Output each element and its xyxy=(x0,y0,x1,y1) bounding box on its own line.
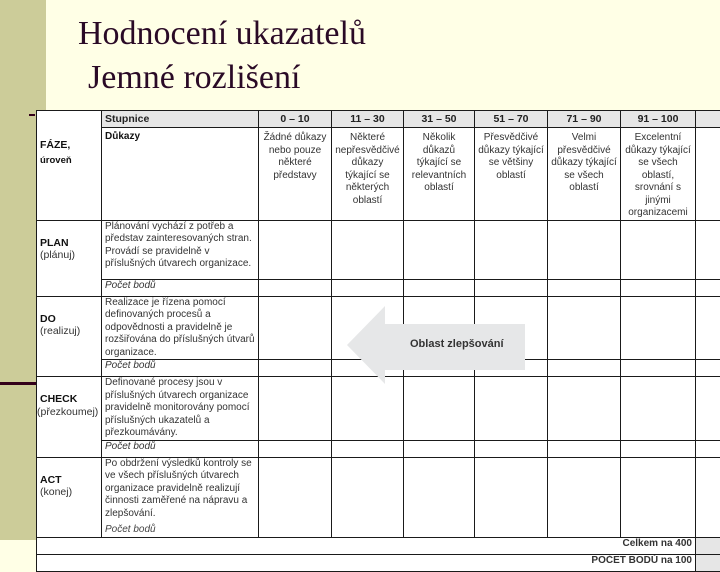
score-extra xyxy=(696,296,720,360)
count-cell[interactable] xyxy=(404,279,475,296)
score-cell[interactable] xyxy=(259,220,332,279)
score-extra xyxy=(696,220,720,279)
range-4: 71 – 90 xyxy=(548,111,621,128)
phase-row-plan xyxy=(37,220,720,279)
count-cell[interactable] xyxy=(548,360,621,377)
evidence-desc-3: Přesvědčivé důkazy týkající se většiny oblastí xyxy=(475,128,548,221)
range-2: 31 – 50 xyxy=(404,111,475,128)
phase-name: PLAN xyxy=(40,237,98,250)
evidence-label: Důkazy xyxy=(102,128,259,221)
phase-row-check xyxy=(37,377,720,441)
evidence-extra xyxy=(696,128,720,221)
score-cell[interactable] xyxy=(259,457,332,537)
count-cell[interactable] xyxy=(332,279,404,296)
phase-cell-do xyxy=(37,296,102,377)
score-cell[interactable] xyxy=(548,296,621,360)
score-cell[interactable] xyxy=(404,457,475,537)
slide-subtitle: Jemné rozlišení xyxy=(88,60,300,96)
count-cell[interactable] xyxy=(475,440,548,457)
phase-name: CHECK xyxy=(40,393,98,406)
phase-row-act xyxy=(37,457,720,537)
count-cell[interactable] xyxy=(404,440,475,457)
phase-sub: (plánuj) xyxy=(40,249,98,262)
improvement-area-label: Oblast zlepšování xyxy=(410,338,504,350)
count-row-plan xyxy=(37,279,720,296)
score-cell[interactable] xyxy=(548,457,621,537)
score-cell[interactable] xyxy=(621,220,696,279)
phase-cell-check xyxy=(37,377,102,458)
count-cell[interactable] xyxy=(621,440,696,457)
score-cell[interactable] xyxy=(548,377,621,441)
score-cell[interactable] xyxy=(404,377,475,441)
evidence-row xyxy=(37,128,720,221)
phase-sub: (realizuj) xyxy=(40,325,98,338)
score-cell[interactable] xyxy=(621,296,696,360)
phase-description: Plánování vychází z potřeb a představ zainteresovaných stran. Provádí se pravidelně v příslušných útvarech organizace. xyxy=(102,220,259,279)
range-0: 0 – 10 xyxy=(259,111,332,128)
evidence-desc-0: Žádné důkazy nebo pouze některé představy xyxy=(259,128,332,221)
scale-label: Stupnice xyxy=(102,111,259,128)
score-cell[interactable] xyxy=(475,377,548,441)
count-extra xyxy=(696,440,720,457)
score-cell[interactable] xyxy=(332,220,404,279)
evidence-desc-4: Velmi přesvědčivé důkazy týkající se všech oblastí xyxy=(548,128,621,221)
phase-sub: (přezkoumej) xyxy=(37,406,98,419)
score-cell[interactable] xyxy=(475,457,548,537)
range-1: 11 – 30 xyxy=(332,111,404,128)
count-cell[interactable] xyxy=(548,279,621,296)
phase-sub: (konej) xyxy=(40,486,98,499)
phase-description: Realizace je řízena pomocí definovaných procesů a odpovědnosti a pravidelně je rozšiřována do příslušných útvarů organizace. xyxy=(102,296,259,360)
count-cell[interactable] xyxy=(259,360,332,377)
phase-description: Po obdržení výsledků kontroly se ve všech příslušných útvarech organizace pravidelně realizují činnosti zaměřené na nápravu a zlepšování. xyxy=(105,458,252,519)
score-row xyxy=(37,554,720,571)
score-cell[interactable] xyxy=(259,377,332,441)
count-cell[interactable] xyxy=(475,279,548,296)
score-cell[interactable] xyxy=(404,220,475,279)
score-cell[interactable] xyxy=(621,457,696,537)
count-cell[interactable] xyxy=(548,440,621,457)
total-label: Celkem na 400 xyxy=(37,537,696,554)
header-row xyxy=(37,111,720,128)
phase-cell-plan xyxy=(37,220,102,296)
score-extra xyxy=(696,457,720,537)
phase-header-cell xyxy=(37,111,102,221)
phase-name: ACT xyxy=(40,474,98,487)
range-extra xyxy=(696,111,720,128)
phase-header-sub: úroveň xyxy=(40,153,98,169)
phase-description: Definované procesy jsou v příslušných útvarech organizace pravidelně monitorovány pomocí příslušných ukazatelů a přezkoumávány. xyxy=(102,377,259,441)
phase-header-label: FÁZE, xyxy=(40,137,98,153)
count-label: Počet bodů xyxy=(102,279,259,296)
score-cell[interactable] xyxy=(475,220,548,279)
score-label: POČET BODŮ na 100 xyxy=(37,554,696,571)
count-cell[interactable] xyxy=(621,360,696,377)
score-cell[interactable] xyxy=(548,220,621,279)
slide-title: Hodnocení ukazatelů xyxy=(78,16,366,52)
count-label: Počet bodů xyxy=(102,440,259,457)
range-5: 91 – 100 xyxy=(621,111,696,128)
count-cell[interactable] xyxy=(259,440,332,457)
range-3: 51 – 70 xyxy=(475,111,548,128)
score-value-cell[interactable] xyxy=(696,554,720,571)
count-cell[interactable] xyxy=(259,279,332,296)
evidence-desc-5: Excelentní důkazy týkající se všech oblastí, srovnání s jinými organizacemi xyxy=(621,128,696,221)
side-dash-mark xyxy=(29,114,35,116)
phase-cell-act xyxy=(37,457,102,537)
count-extra xyxy=(696,279,720,296)
evidence-desc-2: Několik důkazů týkající se relevantních oblastí xyxy=(404,128,475,221)
count-extra xyxy=(696,360,720,377)
count-row-check xyxy=(37,440,720,457)
score-cell[interactable] xyxy=(259,296,332,360)
count-cell[interactable] xyxy=(332,440,404,457)
phase-name: DO xyxy=(40,313,98,326)
count-label: Počet bodů xyxy=(105,524,255,537)
phase-description-cell xyxy=(102,457,259,537)
score-extra xyxy=(696,377,720,441)
score-cell[interactable] xyxy=(332,457,404,537)
score-cell[interactable] xyxy=(621,377,696,441)
score-cell[interactable] xyxy=(332,377,404,441)
count-label: Počet bodů xyxy=(102,360,259,377)
count-cell[interactable] xyxy=(621,279,696,296)
evidence-desc-1: Některé nepřesvědčivé důkazy týkající se některých oblastí xyxy=(332,128,404,221)
